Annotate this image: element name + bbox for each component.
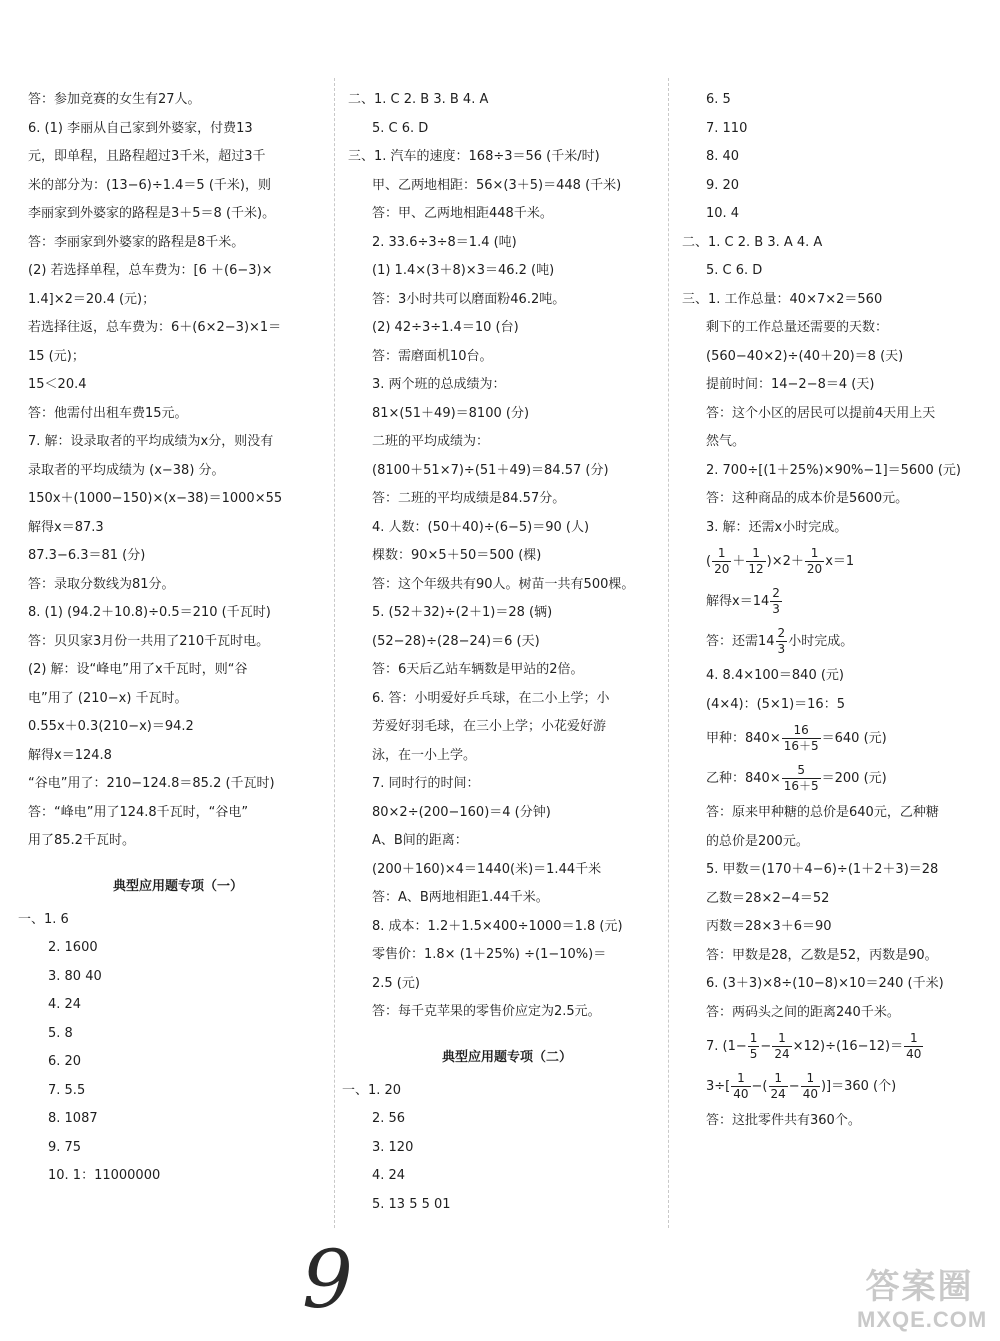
numerator: 2	[777, 626, 786, 640]
fraction-equation	[686, 1067, 986, 1107]
denominator: 40	[906, 1047, 922, 1061]
answer-line: 元，即单程，且路程超过3千米，超过3千	[28, 149, 266, 164]
equation-text: x＝1	[825, 554, 855, 569]
equation-text: 答：还需14	[706, 634, 775, 649]
fraction	[801, 1071, 820, 1102]
answer-line: 答：录取分数线为81分。	[28, 576, 175, 592]
equation-text: 3÷[	[706, 1079, 731, 1094]
answer-line: (1) 1.4×(3＋8)×3＝46.2 (吨)	[372, 263, 555, 278]
answer-line: 答：6天后乙站车辆数是甲站的2倍。	[372, 662, 584, 677]
numerator: 1	[731, 1071, 750, 1087]
fraction	[782, 723, 821, 754]
answer-line: 李丽家到外婆家的路程是3＋5＝8 (千米)。	[28, 206, 276, 221]
denominator: 24	[770, 1087, 786, 1101]
equation-text: 甲种：840×	[706, 731, 781, 746]
denominator: 16＋5	[783, 779, 819, 793]
equation-text: )×2＋	[766, 554, 804, 569]
answer-line: 2. 33.6÷3÷8＝1.4 (吨)	[372, 234, 517, 250]
answer-line: 3. 两个班的总成绩为：	[372, 377, 506, 392]
fraction	[782, 763, 821, 794]
equation-text: (	[706, 554, 712, 569]
answer-line: 零售价：1.8× (1＋25%) ÷(1−10%)＝	[372, 947, 607, 962]
answer-line: 0.55x＋0.3(210−x)＝94.2	[28, 719, 194, 734]
question-8-line: 8. (1) (94.2＋10.8)÷0.5＝210 (千瓦时)	[28, 605, 271, 620]
answer-line: 9. 20	[706, 177, 740, 193]
answer-line: 答：这个小区的居民可以提前4天用上天	[706, 405, 936, 421]
column-right	[682, 86, 986, 1136]
section-title-2: 典型应用题专项（二）	[441, 1049, 572, 1065]
fraction-equation	[686, 719, 986, 759]
answer-line: 6. 5	[706, 92, 731, 107]
equation-text: 乙种：840×	[706, 771, 781, 786]
numerator: 1	[749, 1031, 758, 1045]
answer-line: 3. 解：还需x小时完成。	[706, 519, 848, 535]
answer-line: 答：这批零件共有360个。	[706, 1113, 861, 1128]
answer-line: 7. 5.5	[48, 1082, 86, 1098]
answer-line: 答：每千克苹果的零售价应定为2.5元。	[372, 1004, 601, 1019]
equation-text: 小时完成。	[788, 634, 854, 649]
fraction	[770, 586, 782, 617]
answer-line: 5. 8	[48, 1025, 73, 1041]
answer-line: (8100＋51×7)÷(51＋49)＝84.57 (分)	[372, 462, 609, 478]
answer-line: (200＋160)×4＝1440(米)＝1.44千米	[372, 861, 602, 877]
answer-line: 三、1. 汽车的速度：168÷3＝56 (千米/时)	[348, 149, 600, 164]
answer-line: 15＜20.4	[28, 377, 87, 392]
answer-line: (2) 42÷3÷1.4＝10 (台)	[372, 320, 519, 335]
answer-line: 15 (元)；	[28, 348, 85, 364]
answer-line: 6. 答：小明爱好乒乓球，在二小上学；小	[372, 690, 610, 706]
answer-line: 5. (52＋32)÷(2＋1)＝28 (辆)	[372, 605, 553, 620]
answer-line: 用了85.2千瓦时。	[28, 833, 135, 848]
answer-line: 8. 成本：1.2＋1.5×400÷1000＝1.8 (元)	[372, 918, 623, 934]
answer-line: 泳，在一小上学。	[372, 747, 477, 763]
answer-line: A、B间的距离：	[372, 833, 468, 848]
answer-line: 解得x＝87.3	[28, 519, 104, 535]
answer-line: 一、1. 20	[342, 1082, 402, 1098]
answer-line: 4. 24	[372, 1168, 406, 1183]
denominator: 3	[772, 602, 780, 616]
answer-line: (52−28)÷(28−24)＝6 (天)	[372, 633, 540, 649]
answer-line: 若选择往返，总车费为：6＋(6×2−3)×1＝	[28, 320, 282, 335]
answer-line: 棵数：90×5＋50＝500 (棵)	[372, 548, 542, 563]
fraction	[776, 626, 788, 657]
numerator: 1	[904, 1031, 923, 1047]
answer-line: 答：这种商品的成本价是5600元。	[706, 491, 909, 506]
answer-line: 7. 110	[706, 120, 748, 136]
question-6-line: 6. (1) 李丽从自己家到外婆家，付费13	[28, 120, 253, 136]
answer-line: 二班的平均成绩为：	[372, 434, 490, 449]
equation-text: ×12)÷(16−12)＝	[792, 1039, 904, 1054]
answer-line: 10. 4	[706, 206, 740, 221]
denominator: 12	[748, 562, 764, 576]
watermark-logo-text: 答案圈	[865, 1267, 974, 1307]
answer-line: 4. 8.4×100＝840 (元)	[706, 668, 845, 683]
equation-text: −	[760, 1039, 772, 1054]
answer-line: 乙数＝28×2−4＝52	[706, 890, 830, 906]
fraction	[748, 1031, 760, 1062]
fraction	[769, 1071, 788, 1102]
answer-line: 4. 人数：(50＋40)÷(6−5)＝90 (人)	[372, 519, 590, 535]
equation-text: −	[788, 1079, 800, 1094]
denominator: 40	[733, 1087, 749, 1101]
answer-line: 7. 同时行的时间：	[372, 776, 480, 791]
answer-line: 5. C 6. D	[372, 120, 429, 136]
fraction-equation	[686, 759, 986, 799]
denominator: 3	[777, 642, 786, 656]
answer-line: 答：参加竞赛的女生有27人。	[28, 92, 201, 107]
answer-line: 4. 24	[48, 997, 82, 1012]
numerator: 1	[772, 1031, 791, 1047]
answer-line: 三、1. 工作总量：40×7×2＝560	[682, 291, 883, 307]
equation-text: −(	[751, 1079, 768, 1094]
numerator: 16	[782, 723, 821, 739]
numerator: 1	[805, 546, 824, 562]
denominator: 20	[714, 562, 730, 576]
section-title-1: 典型应用题专项（一）	[112, 878, 243, 894]
answer-line: (4×4)：(5×1)＝16：5	[706, 696, 845, 712]
answer-line: 答：这个年级共有90人。树苗一共有500棵。	[372, 576, 635, 592]
fraction	[904, 1031, 923, 1062]
answer-line: 答：贝贝家3月份一共用了210千瓦时电。	[28, 633, 270, 649]
answer-line: 二、1. C 2. B 3. A 4. A	[682, 234, 823, 250]
answer-line: 然气。	[706, 434, 746, 449]
answer-line: 1.4]×2＝20.4 (元)；	[28, 291, 156, 307]
answer-line: 答：甲、乙两地相距448千米。	[372, 206, 553, 221]
answer-line: 答：原来甲种糖的总价是640元，乙种糖	[706, 805, 939, 820]
denominator: 20	[806, 562, 823, 576]
answer-line: 6. (3＋3)×8÷(10−8)×10＝240 (千米)	[706, 976, 944, 991]
answer-line: “谷电”用了：210−124.8＝85.2 (千瓦时)	[28, 776, 275, 791]
fraction-equation	[686, 582, 986, 622]
fraction	[805, 546, 824, 577]
answer-line: 6. 20	[48, 1054, 82, 1069]
equation-text: 7. (1−	[706, 1039, 747, 1054]
numerator: 1	[746, 546, 765, 562]
answer-line: 提前时间：14−2−8＝4 (天)	[706, 377, 875, 392]
column-middle	[342, 86, 662, 1219]
column-left	[18, 86, 328, 1191]
answer-line: 5. 甲数＝(170＋4−6)÷(1＋2＋3)＝28	[706, 862, 939, 877]
answer-line: 2. 56	[372, 1111, 406, 1126]
fraction	[712, 546, 731, 577]
answer-line: 答：甲数是28，乙数是52，丙数是90。	[706, 947, 938, 963]
answer-line: 8. 40	[706, 149, 740, 164]
answer-line: 丙数＝28×3＋6＝90	[706, 919, 832, 934]
answer-line: 81×(51＋49)＝8100 (分)	[372, 405, 530, 421]
answer-line: (2) 解：设“峰电”用了x千瓦时，则“谷	[28, 662, 248, 677]
column-divider-right	[668, 78, 669, 1228]
column-divider-left	[334, 78, 335, 1228]
numerator: 1	[801, 1071, 820, 1087]
answer-line: 3. 120	[372, 1139, 414, 1155]
denominator: 5	[749, 1047, 758, 1061]
numerator: 1	[769, 1071, 788, 1087]
fraction	[746, 546, 765, 577]
answer-line: 答：“峰电”用了124.8千瓦时，“谷电”	[28, 804, 249, 820]
answer-line: 5. C 6. D	[706, 263, 763, 278]
answer-line: 一、1. 6	[18, 911, 69, 927]
fraction-equation	[686, 1027, 986, 1067]
answer-line: 答：二班的平均成绩是84.57分。	[372, 491, 566, 506]
answer-line: 150x＋(1000−150)×(x−38)＝1000×55	[28, 491, 283, 506]
answer-line: 录取者的平均成绩为 (x−38) 分。	[28, 462, 225, 478]
answer-line: 的总价是200元。	[706, 833, 809, 849]
answer-line: 5. 13 5 5 01	[372, 1196, 451, 1212]
answer-line: 答：3小时共可以磨面粉46.2吨。	[372, 291, 566, 307]
answer-line: 80×2÷(200−160)＝4 (分钟)	[372, 804, 551, 820]
denominator: 40	[802, 1087, 818, 1101]
answer-line: 二、1. C 2. B 3. B 4. A	[348, 92, 489, 107]
answer-line: 剩下的工作总量还需要的天数：	[706, 320, 889, 335]
answer-line: 电”用了 (210−x) 千瓦时。	[28, 690, 188, 706]
answer-line: 3. 80 40	[48, 968, 102, 984]
answer-line: 甲、乙两地相距：56×(3＋5)＝448 (千米)	[372, 177, 622, 193]
fraction	[731, 1071, 750, 1102]
fraction	[772, 1031, 791, 1062]
equation-text: )]＝360 (个)	[820, 1079, 897, 1094]
answer-line: (560−40×2)÷(40＋20)＝8 (天)	[706, 348, 904, 364]
answer-line: 答：两码头之间的距离240千米。	[706, 1004, 900, 1020]
equation-text: 解得x＝14	[706, 594, 770, 609]
fraction-equation	[686, 622, 986, 662]
answer-line: 答：需磨面机10台。	[372, 348, 493, 364]
answer-line: 9. 75	[48, 1139, 82, 1155]
numerator: 5	[782, 763, 821, 779]
answer-line: 2. 700÷[(1＋25%)×90%−1]＝5600 (元)	[706, 462, 962, 478]
answer-line: 87.3−6.3＝81 (分)	[28, 548, 146, 563]
denominator: 16＋5	[783, 739, 819, 753]
numerator: 1	[712, 546, 731, 562]
fraction-equation	[686, 542, 986, 582]
answer-line: 10. 1：11000000	[48, 1168, 161, 1183]
equation-text: ＝640 (元)	[821, 731, 887, 746]
answer-line: (2) 若选择单程，总车费为：[6 ＋(6−3)×	[28, 263, 273, 278]
answer-line: 答：李丽家到外婆家的路程是8千米。	[28, 234, 245, 250]
answer-line: 答：他需付出租车费15元。	[28, 405, 188, 421]
answer-line: 解得x＝124.8	[28, 747, 112, 763]
answer-line: 2.5 (元)	[372, 975, 420, 991]
plus-sign: ＋	[732, 554, 746, 569]
answer-line: 8. 1087	[48, 1111, 98, 1126]
answer-line: 米的部分为：(13−6)÷1.4＝5 (千米)，则	[28, 177, 271, 193]
equation-text: ＝200 (元)	[821, 771, 887, 786]
answer-line: 答：A、B两地相距1.44千米。	[372, 890, 549, 905]
page-number: 9	[302, 1233, 353, 1326]
question-7-line: 7. 解：设录取者的平均成绩为x分，则没有	[28, 434, 274, 449]
answer-line: 芳爱好羽毛球，在三小上学；小花爱好游	[372, 719, 607, 734]
denominator: 24	[774, 1047, 790, 1061]
numerator: 2	[772, 586, 780, 600]
watermark	[857, 1267, 988, 1333]
answer-line: 2. 1600	[48, 940, 98, 955]
watermark-url: MXQE.COM	[857, 1307, 988, 1332]
